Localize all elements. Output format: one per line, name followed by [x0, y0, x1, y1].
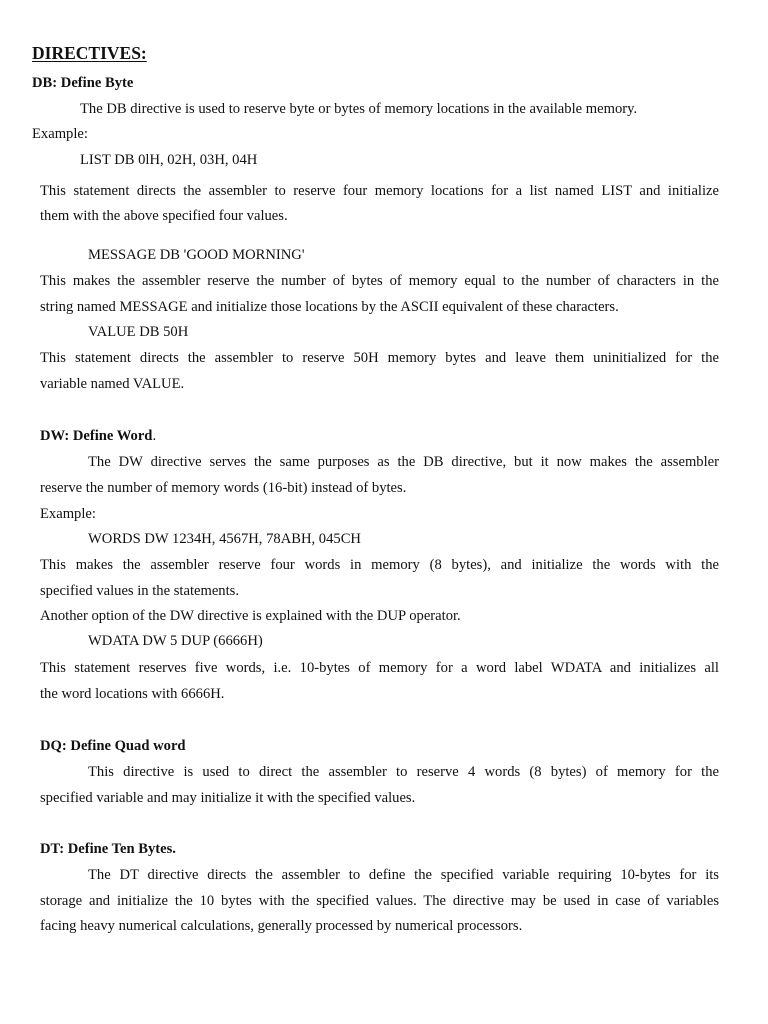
dw-desc-wdata-line1: This statement reserves five words, i.e. 10-bytes of memory for a word label WDATA and initializes all [40, 660, 719, 676]
db-desc-message-line2: string named MESSAGE and initialize those locations by the ASCII equivalent of these characters. [40, 299, 619, 315]
dw-desc-words-line1: This makes the assembler reserve four words in memory (8 bytes), and initialize the words with the [40, 557, 719, 573]
dw-code-wdata: WDATA DW 5 DUP (6666H) [88, 633, 263, 649]
db-desc-value-line2: variable named VALUE. [40, 376, 185, 392]
dw-heading: DW: Define Word [40, 428, 153, 444]
dw-dup-note: Another option of the DW directive is explained with the DUP operator. [40, 608, 461, 624]
db-code-value: VALUE DB 50H [88, 324, 189, 340]
db-heading: DB: Define Byte [32, 75, 134, 91]
dw-heading-wrap [40, 427, 156, 445]
db-example-label: Example: [32, 126, 88, 142]
dt-desc-line3: facing heavy numerical calculations, generally processed by numerical processors. [40, 918, 523, 934]
db-desc-message-line1: This makes the assembler reserve the number of bytes of memory equal to the number of characters in the [40, 273, 719, 289]
dt-desc-line2: storage and initialize the 10 bytes with the specified values. The directive may be used in case of variables [40, 893, 719, 909]
db-desc-list-line1: This statement directs the assembler to reserve four memory locations for a list named LIST and initialize [40, 183, 719, 199]
dw-desc-words-line2: specified values in the statements. [40, 583, 239, 599]
dq-desc-line1: This directive is used to direct the assembler to reserve 4 words (8 bytes) of memory for the [88, 764, 719, 780]
dw-heading-period: . [152, 428, 157, 444]
dq-heading: DQ: Define Quad word [40, 738, 186, 754]
db-code-list: LIST DB 0lH, 02H, 03H, 04H [80, 152, 258, 168]
db-code-message: MESSAGE DB 'GOOD MORNING' [88, 247, 305, 263]
dw-example-label: Example: [40, 506, 96, 522]
db-intro: The DB directive is used to reserve byte or bytes of memory locations in the available memory. [80, 101, 638, 117]
page-title: DIRECTIVES: [32, 43, 147, 63]
db-desc-list-line2: them with the above specified four values. [40, 208, 288, 224]
dw-intro-line1: The DW directive serves the same purposes as the DB directive, but it now makes the assembler [88, 454, 719, 470]
dq-desc-line2: specified variable and may initialize it with the specified values. [40, 790, 416, 806]
dw-code-words: WORDS DW 1234H, 4567H, 78ABH, 045CH [88, 531, 361, 547]
dt-desc-line1: The DT directive directs the assembler to define the specified variable requiring 10-bytes for its [88, 867, 719, 883]
dt-heading: DT: Define Ten Bytes. [40, 841, 176, 857]
dw-desc-wdata-line2: the word locations with 6666H. [40, 686, 225, 702]
db-desc-value-line1: This statement directs the assembler to reserve 50H memory bytes and leave them uninitialized for the [40, 350, 719, 366]
dw-intro-line2: reserve the number of memory words (16-bit) instead of bytes. [40, 480, 407, 496]
